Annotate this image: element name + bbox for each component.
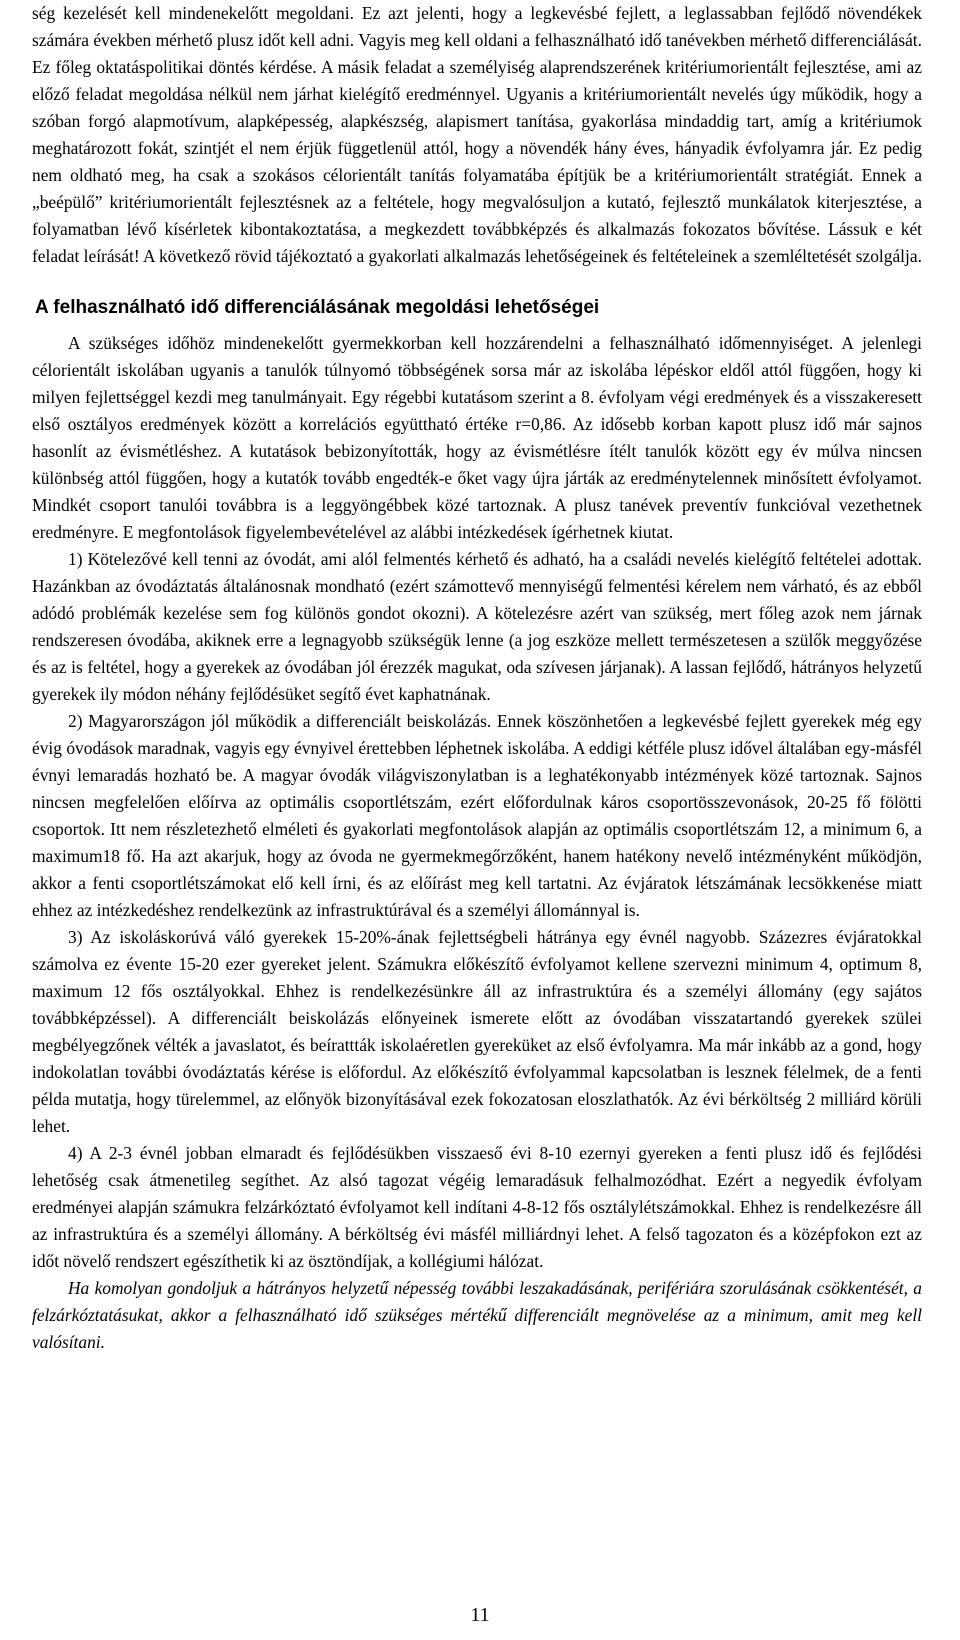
numbered-paragraph-4: 4) A 2-3 évnél jobban elmaradt és fejlődésükben visszaeső évi 8-10 ezernyi gyereken a fenti plusz idő és fejlődési lehetőség csak átmenetileg segíthet. Az alsó tagozat végéig lemaradásuk felhalmozódhat. Ezért a negyedik évfolyam eredményei alapján számukra felzárkóztató évfolyamot kell indítani 4-8-12 fős osztálylétszámokkal. Ehhez is rendelkezésre áll az infrastruktúra és a személyi állomány. A bérköltség évi másfél milliárdnyi lehet. A felső tagozaton és a középfokon ezt az időt növelő rendszert egészíthetik ki az ösztöndíjak, a kollégiumi hálózat. bbox=[32, 1143, 922, 1271]
document-page bbox=[32, 0, 922, 1356]
closing-italic-paragraph: Ha komolyan gondoljuk a hátrányos helyzetű népesség további leszakadásának, perifériára szorulásának csökkentését, a felzárkóztatásukat, akkor a felhasználható idő szükséges mértékű differenciált megnövelése az a minimum, amit meg kell valósítani. bbox=[32, 1278, 922, 1352]
body-paragraph: A szükséges időhöz mindenekelőtt gyermekkorban kell hozzárendelni a felhasználható időmennyiséget. A jelenlegi célorientált iskolában ugyanis a tanulók túlnyomó többségének sorsa már az iskolába lépéskor eldől attól függően, hogy ki milyen fejlettséggel kezdi meg tanulmányait. Egy régebbi kutatásom szerint a 8. évfolyam végi eredmények és a visszakeresett első osztályos eredmények között a korrelációs együttható értéke r=0,86. Az idősebb korban kapott plusz idő már sajnos hasonlít az évismétléshez. A kutatások bebizonyították, hogy az évismétlésre ítélt tanulók között egy év múlva nincsen különbség attól függően, hogy a kutatók tovább engedték-e őket vagy újra járták az eredménytelennek minősített évfolyamot. Mindkét csoport tanulói továbbra is a leggyöngébbek közé tartoznak. A plusz tanévek preventív funkcióval vezethetnek eredményre. E megfontolások figyelembevételével az alábbi intézkedések ígérhetnek kiutat. bbox=[32, 333, 922, 542]
intro-paragraph: ség kezelését kell mindenekelőtt megoldani. Ez azt jelenti, hogy a legkevésbé fejlett, a leglassabban fejlődő növendékek számára években mérhető plusz időt kell adni. Vagyis meg kell oldani a felhasználható idő tanévekben mérhető differenciálását. Ez főleg oktatáspolitikai döntés kérdése. A másik feladat a személyiség alaprendszerének kritériumorientált fejlesztése, ami az előző feladat megoldása nélkül nem járhat kielégítő eredménnyel. Ugyanis a kritériumorientált nevelés úgy működik, hogy a szóban forgó alapmotívum, alapképesség, alapkészség, alapismert tanítása, gyakorlása mindaddig tart, amíg a kritériumok meghatározott fokát, szintjét el nem érjük függetlenül attól, hogy a növendék hány éves, hányadik évfolyamra jár. Ez pedig nem oldható meg, ha csak a szokásos célorientált tanítás folyamatába építjük be a kritériumorientált stratégiát. Ennek a „beépülő” kritériumorientált fejlesztésnek az a feltétele, hogy megvalósuljon a kutató, fejlesztő munkálatok kiterjesztése, a folyamatban lévő kísérletek kibontakoztatása, a megkezdett továbbképzés és alkalmazás fokozatos bővítése. Lássuk e két feladat leírását! A következő rövid tájékoztató a gyakorlati alkalmazás lehetőségeinek és feltételeinek a szemléltetését szolgálja. bbox=[32, 3, 922, 266]
numbered-paragraph-3: 3) Az iskoláskorúvá váló gyerekek 15-20%-ának fejlettségbeli hátránya egy évnél nagyobb. Százezres évjáratokkal számolva ez évente 15-20 ezer gyereket jelent. Számukra előkészítő évfolyamot kellene szervezni minimum 4, optimum 8, maximum 12 fős osztályokkal. Ehhez is rendelkezésünkre áll az infrastruktúra és a személyi állomány (egy sajátos továbbképzéssel). A differenciált beiskolázás előnyeinek ismerete előtt az óvodában visszatartandó gyerekek szülei megbélyegzőnek vélték a javaslatot, és beírattták iskolaéretlen gyereküket az első évfolyamra. Ma már inkább az a gond, hogy indokolatlan további óvodáztatás kérése is előfordul. Az előkészítő évfolyammal kapcsolatban is lesznek félelmek, de a fenti példa mutatja, hogy türelemmel, az előnyök bizonyításával ezek fokozatosan eloszlathatók. Az évi bérköltség 2 milliárd körüli lehet. bbox=[32, 927, 922, 1136]
numbered-paragraph-2: 2) Magyarországon jól működik a differenciált beiskolázás. Ennek köszönhetően a legkevésbé fejlett gyerekek még egy évig óvodások maradnak, vagyis egy évnyivel érettebben léphetnek iskolába. A eddigi kétféle plusz idővel általában egy-másfél évnyi lemaradás hozható be. A magyar óvodák világviszonylatban is a leghatékonyabb intézmények közé tartoznak. Sajnos nincsen megfelelően előírva az optimális csoportlétszám, ezért előfordulnak káros csoportösszevonások, 20-25 fő fölötti csoportok. Itt nem részletezhető elméleti és gyakorlati megfontolások alapján az optimális csoportlétszám 12, a minimum 6, a maximum18 fő. Ha azt akarjuk, hogy az óvoda ne gyermekmegőrzőként, hanem hatékony nevelő intézményként működjön, akkor a fenti csoportlétszámokat elő kell írni, és az előírást meg kell tartatni. Az évjáratok létszámának lecsökkenése miatt ehhez az intézkedéshez rendelkezünk az infrastruktúrával és a személyi állománnyal is. bbox=[32, 711, 922, 920]
page-number: 11 bbox=[470, 1604, 490, 1626]
section-heading: A felhasználható idő differenciálásának megoldási lehetőségei bbox=[35, 297, 600, 318]
numbered-paragraph-1: 1) Kötelezővé kell tenni az óvodát, ami alól felmentés kérhető és adható, ha a családi nevelés kielégítő feltételei adottak. Hazánkban az óvodáztatás általánosnak mondható (ezért számottevő mennyiségű felmentési kérelem nem várható, és az ebből adódó problémák kezelése sem fog különös gondot okozni). A kötelezésre azért van szükség, mert főleg azok nem járnak rendszeresen óvodába, akiknek erre a legnagyobb szükségük lenne (a jog eszköze mellett természetesen a szülők meggyőzése és az is feltétel, hogy a gyerekek az óvodában jól érezzék magukat, oda szívesen járjanak). A lassan fejlődő, hátrányos helyzetű gyerekek ily módon néhány fejlődésüket segítő évet kaphatnának. bbox=[32, 549, 922, 704]
